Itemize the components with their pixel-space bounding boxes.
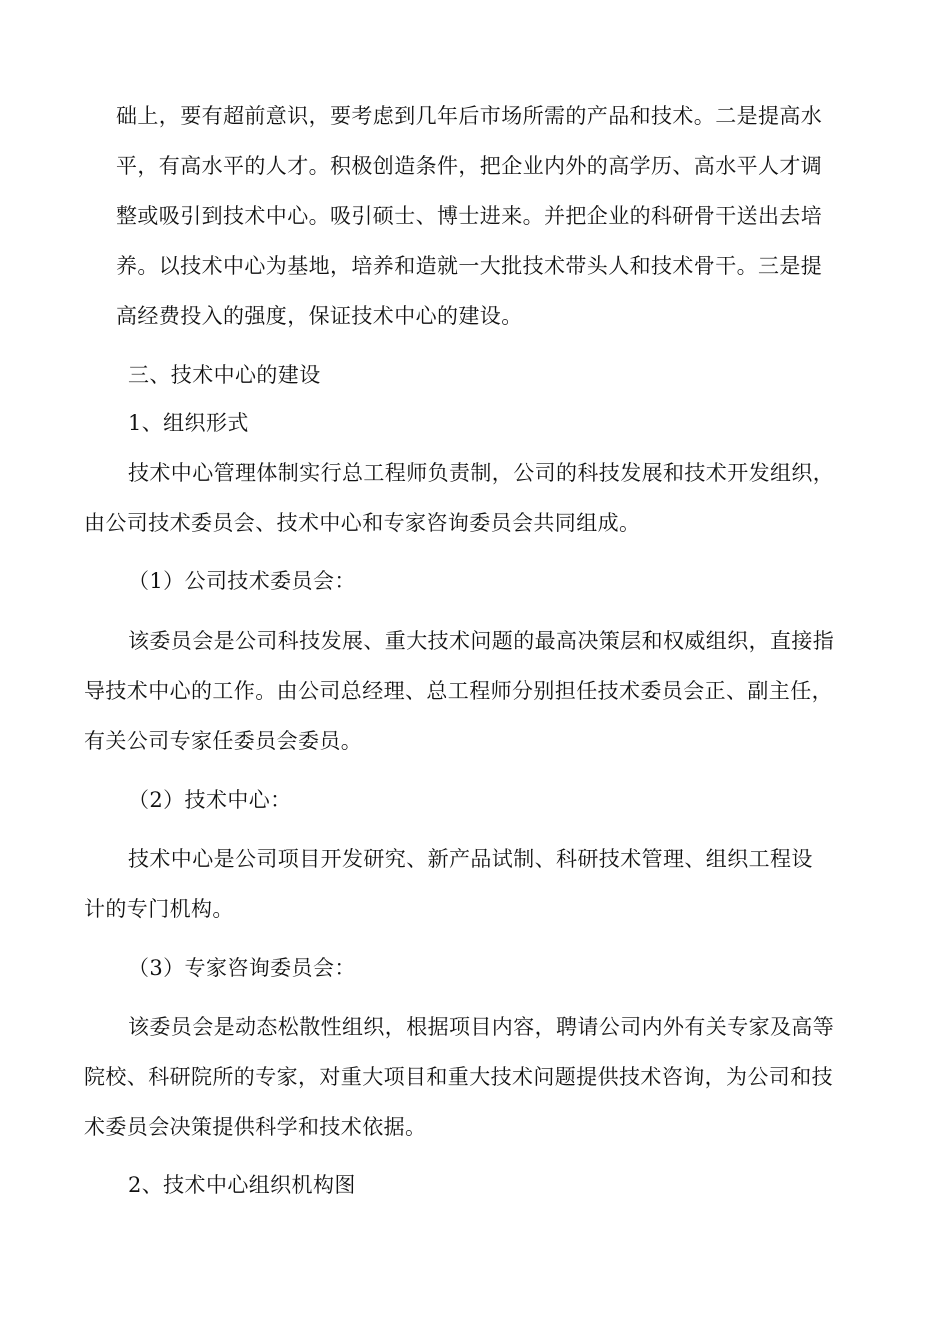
paragraph-line: 有关公司专家任委员会委员。 xyxy=(84,729,363,753)
item-heading: （1）公司技术委员会： xyxy=(128,569,356,593)
paragraph-line: 平，有高水平的人才。积极创造条件，把企业内外的高学历、高水平人才调 xyxy=(116,154,823,178)
subsection-heading: 2、技术中心组织机构图 xyxy=(128,1173,356,1197)
section-heading: 三、技术中心的建设 xyxy=(128,363,321,387)
paragraph-line: 该委员会是动态松散性组织，根据项目内容，聘请公司内外有关专家及高等 xyxy=(128,1015,835,1039)
paragraph-line: 由公司技术委员会、技术中心和专家咨询委员会共同组成。 xyxy=(84,511,641,535)
paragraph-line: 高经费投入的强度，保证技术中心的建设。 xyxy=(116,304,523,328)
paragraph-line: 养。以技术中心为基地，培养和造就一大批技术带头人和技术骨干。三是提 xyxy=(116,254,823,278)
paragraph-line: 技术中心是公司项目开发研究、新产品试制、科研技术管理、组织工程设 xyxy=(128,847,813,871)
paragraph-line: 整或吸引到技术中心。吸引硕士、博士进来。并把企业的科研骨干送出去培 xyxy=(116,204,823,228)
paragraph-line: 计的专门机构。 xyxy=(84,897,234,921)
paragraph-line: 导技术中心的工作。由公司总经理、总工程师分别担任技术委员会正、副主任， xyxy=(84,679,833,703)
item-heading: （3）专家咨询委员会： xyxy=(128,956,356,980)
item-heading: （2）技术中心： xyxy=(128,788,292,812)
paragraph-line: 该委员会是公司科技发展、重大技术问题的最高决策层和权威组织，直接指 xyxy=(128,629,835,653)
paragraph-line: 础上，要有超前意识，要考虑到几年后市场所需的产品和技术。二是提高水 xyxy=(116,104,823,128)
paragraph-line: 术委员会决策提供科学和技术依据。 xyxy=(84,1115,427,1139)
subsection-heading: 1、组织形式 xyxy=(128,411,249,435)
paragraph-line: 技术中心管理体制实行总工程师负责制，公司的科技发展和技术开发组织， xyxy=(128,461,835,485)
paragraph-line: 院校、科研院所的专家，对重大项目和重大技术问题提供技术咨询，为公司和技 xyxy=(84,1065,833,1089)
